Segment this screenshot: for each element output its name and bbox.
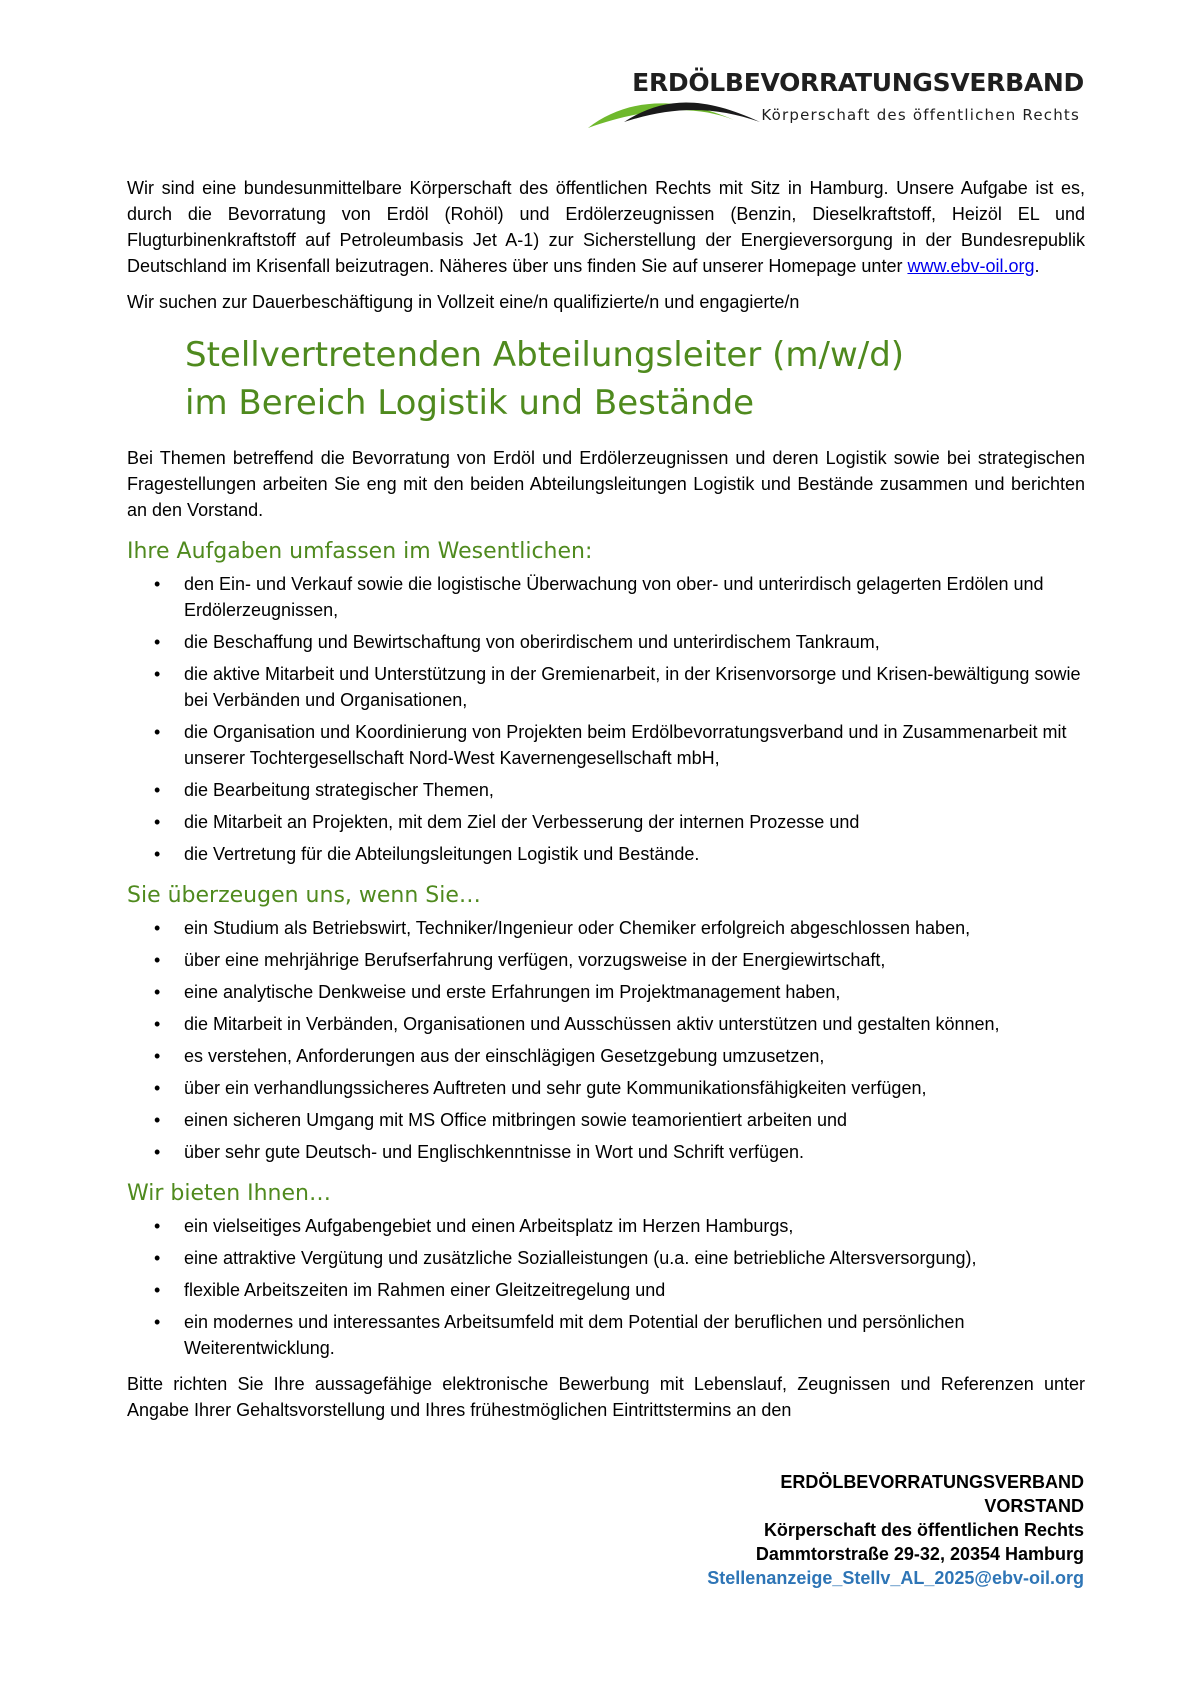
address-board: VORSTAND	[984, 1496, 1084, 1516]
list-item: • einen sicheren Umgang mit MS Office mitbringen sowie teamorientiert arbeiten und	[127, 1107, 1085, 1133]
list-item: • die Beschaffung und Bewirtschaftung von oberirdischem und unterirdischem Tankraum,	[127, 629, 1085, 655]
address-org: ERDÖLBEVORRATUNGSVERBAND	[780, 1472, 1084, 1492]
intro-text-end: .	[1034, 256, 1040, 276]
tasks-list	[127, 571, 1085, 867]
offer-list	[127, 1213, 1085, 1361]
list-item: • flexible Arbeitszeiten im Rahmen einer Gleitzeitregelung und	[127, 1277, 1085, 1303]
contact-email-link[interactable]: Stellenanzeige_Stellv_AL_2025@ebv-oil.org	[707, 1568, 1084, 1588]
list-item: • ein vielseitiges Aufgabengebiet und einen Arbeitsplatz im Herzen Hamburgs,	[127, 1213, 1085, 1239]
address-legal-form: Körperschaft des öffentlichen Rechts	[763, 1520, 1084, 1540]
list-item: • die Bearbeitung strategischer Themen,	[127, 777, 1085, 803]
section-heading-requirements: Sie überzeugen uns, wenn Sie…	[127, 883, 481, 908]
list-item: • eine attraktive Vergütung und zusätzliche Sozialleistungen (u.a. eine betriebliche Altersversorgung),	[127, 1245, 1085, 1271]
list-item: • ein Studium als Betriebswirt, Techniker/Ingenieur oder Chemiker erfolgreich abgeschlossen haben,	[127, 915, 1085, 941]
job-title	[185, 331, 1085, 427]
list-item: • über eine mehrjährige Berufserfahrung verfügen, vorzugsweise in der Energiewirtschaft,	[127, 947, 1085, 973]
list-item: • die Vertretung für die Abteilungsleitungen Logistik und Bestände.	[127, 841, 1085, 867]
list-item: • die Organisation und Koordinierung von Projekten beim Erdölbevorratungsverband und in Zusammenarbeit mit unserer Tochtergesellschaft Nord-West Kavernengesellschaft mbH,	[127, 719, 1085, 771]
document-body	[127, 175, 1085, 1423]
logo-subtitle: Körperschaft des öffentlichen Rechts	[761, 106, 1080, 124]
requirements-list	[127, 915, 1085, 1165]
intro-paragraph	[127, 175, 1085, 279]
contact-address	[707, 1470, 1084, 1590]
role-description: Bei Themen betreffend die Bevorratung von Erdöl und Erdölerzeugnissen und deren Logistik sowie bei strategischen Fragestellungen arbeiten Sie eng mit den beiden Abteilungsleitungen Logistik und Bestände zusammen und berichten an den Vorstand.	[127, 448, 1085, 520]
section-heading-offer: Wir bieten Ihnen…	[127, 1181, 331, 1206]
address-street: Dammtorstraße 29-32, 20354 Hamburg	[755, 1544, 1084, 1564]
list-item: • über ein verhandlungssicheres Auftreten und sehr gute Kommunikationsfähigkeiten verfügen,	[127, 1075, 1085, 1101]
list-item: • die Mitarbeit in Verbänden, Organisationen und Ausschüssen aktiv unterstützen und gestalten können,	[127, 1011, 1085, 1037]
search-statement: Wir suchen zur Dauerbeschäftigung in Vollzeit eine/n qualifizierte/n und engagierte/n	[127, 292, 800, 312]
section-heading-tasks: Ihre Aufgaben umfassen im Wesentlichen:	[127, 539, 593, 564]
list-item: • es verstehen, Anforderungen aus der einschlägigen Gesetzgebung umzusetzen,	[127, 1043, 1085, 1069]
list-item: • die Mitarbeit an Projekten, mit dem Ziel der Verbesserung der internen Prozesse und	[127, 809, 1085, 835]
homepage-link[interactable]: www.ebv-oil.org	[907, 256, 1035, 276]
list-item: • den Ein- und Verkauf sowie die logistische Überwachung von ober- und unterirdisch gelagerten Erdölen und Erdölerzeugnissen,	[127, 571, 1085, 623]
list-item: • eine analytische Denkweise und erste Erfahrungen im Projektmanagement haben,	[127, 979, 1085, 1005]
job-title-line-1: Stellvertretenden Abteilungsleiter (m/w/d)	[185, 335, 905, 375]
list-item: • die aktive Mitarbeit und Unterstützung in der Gremienarbeit, in der Krisenvorsorge und Krisen-bewältigung sowie bei Verbänden und Organisationen,	[127, 661, 1085, 713]
job-title-line-2: im Bereich Logistik und Bestände	[185, 383, 755, 423]
list-item: • über sehr gute Deutsch- und Englischkenntnisse in Wort und Schrift verfügen.	[127, 1139, 1085, 1165]
logo-title: ERDÖLBEVORRATUNGSVERBAND	[632, 68, 1084, 97]
list-item: • ein modernes und interessantes Arbeitsumfeld mit dem Potential der beruflichen und persönlichen Weiterentwicklung.	[127, 1309, 1085, 1361]
intro-text: Wir sind eine bundesunmittelbare Körperschaft des öffentlichen Rechts mit Sitz in Hamburg. Unsere Aufgabe ist es, durch die Bevorratung von Erdöl (Rohöl) und Erdölerzeugnissen (Benzin, Dieselkraftstoff, Heizöl EL und Flugturbinenkraftstoff auf Petroleumbasis Jet A-1) zur Sicherstellung der Energieversorgung in der Bundesrepublik Deutschland im Krisenfall beizutragen. Näheres über uns finden Sie auf unserer Homepage unter	[127, 178, 1085, 276]
company-logo	[584, 68, 1084, 130]
closing-paragraph: Bitte richten Sie Ihre aussagefähige elektronische Bewerbung mit Lebenslauf, Zeugnissen und Referenzen unter Angabe Ihrer Gehaltsvorstellung und Ihres frühestmöglichen Eintrittstermins an den	[127, 1374, 1085, 1420]
